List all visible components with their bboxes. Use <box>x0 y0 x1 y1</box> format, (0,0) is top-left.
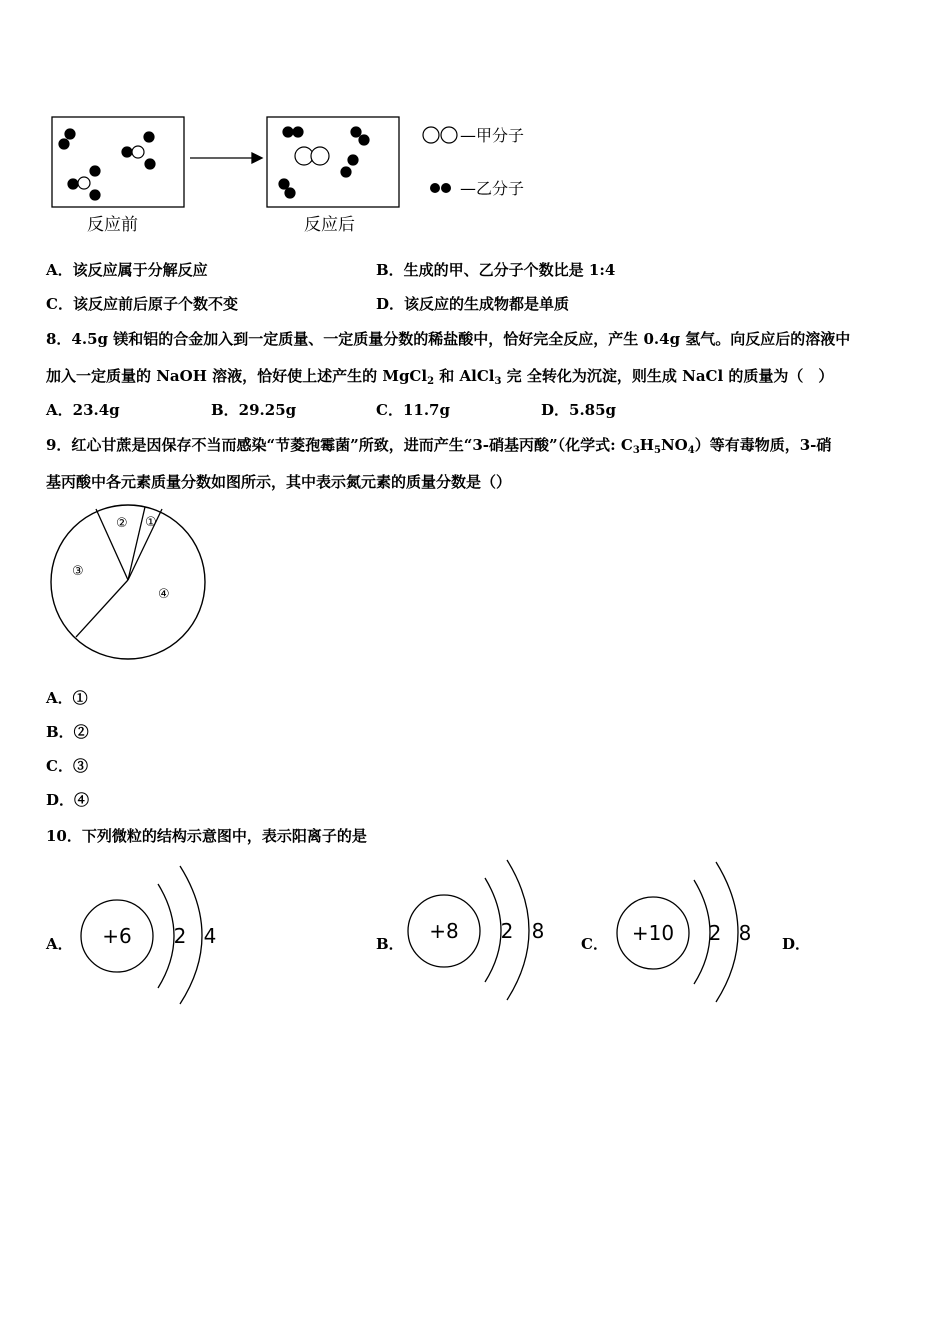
q7-option-d: D．该反应的生成物都是单质 <box>376 295 570 313</box>
q10-option-c-letter: C． <box>581 935 608 953</box>
before-label: 反应前 <box>87 215 138 235</box>
legend-jia-label: —甲分子 <box>460 126 525 145</box>
atom-b-shell2: 8 <box>531 919 545 943</box>
pie-label-1: ① <box>145 515 157 530</box>
q8-option-b: B．29.25g <box>211 401 297 419</box>
q9-option-b: B．② <box>46 723 89 741</box>
atom-diagram-c <box>612 860 762 1005</box>
q9-stem-line2: 基丙酸中各元素质量分数如图所示，其中表示氮元素的质量分数是（） <box>46 473 512 491</box>
q10-stem: 10．下列微粒的结构示意图中，表示阳离子的是 <box>46 827 367 845</box>
atom-b-shell1: 2 <box>500 919 514 943</box>
legend-yi-label: —乙分子 <box>460 179 525 198</box>
q8-stem-line1: 8．4.5g 镁和铝的合金加入到一定质量、一定质量分数的稀盐酸中，恰好完全反应，产生 0.4g 氢气。向反应后的溶液中 <box>46 330 851 348</box>
atom-a-shell1: 2 <box>173 924 187 948</box>
atom-c-shell1: 2 <box>708 921 722 945</box>
q9-option-d: D．④ <box>46 791 90 809</box>
atom-a-nucleus: +6 <box>102 924 132 948</box>
atom-c-shell2: 8 <box>738 921 752 945</box>
q8-option-c: C．11.7g <box>376 401 450 419</box>
q10-option-a-letter: A． <box>46 935 73 953</box>
q8-option-a: A．23.4g <box>46 401 120 419</box>
pie-label-3: ③ <box>72 564 84 579</box>
atom-a-shell2: 4 <box>203 924 217 948</box>
legend-jia-icon <box>423 127 457 143</box>
q9-option-a: A．① <box>46 689 88 707</box>
atom-diagram-a <box>78 862 228 1007</box>
pie-divider-4 <box>76 580 128 637</box>
q8-option-d: D．5.85g <box>541 401 617 419</box>
mass-fraction-pie <box>48 502 208 662</box>
pie-divider-2 <box>128 507 145 580</box>
q7-option-b: B．生成的甲、乙分子个数比是 1:4 <box>376 261 616 279</box>
q10-option-d-letter: D． <box>782 935 811 953</box>
atom-c-nucleus: +10 <box>631 921 675 945</box>
q9-option-c: C．③ <box>46 757 88 775</box>
after-label: 反应后 <box>304 215 355 235</box>
pie-label-2: ② <box>116 516 128 531</box>
q7-option-a: A．该反应属于分解反应 <box>46 261 208 279</box>
q9-stem-line1: 9．红心甘蔗是因保存不当而感染“节菱孢霉菌”所致，进而产生“3-硝基丙酸”（化学式: $C_3H_5NO_4$）等有毒物质，3-硝 <box>46 436 832 456</box>
before-molecules <box>59 129 155 200</box>
atom-diagram-b <box>404 858 554 1003</box>
q7-option-c: C．该反应前后原子个数不变 <box>46 295 238 313</box>
pie-label-4: ④ <box>158 587 170 602</box>
reaction-arrow <box>190 153 262 163</box>
atom-b-nucleus: +8 <box>429 919 459 943</box>
after-molecules <box>279 127 369 198</box>
q8-stem-line2: 加入一定质量的 NaOH 溶液，恰好使上述产生的 MgCl$_2$ 和 AlCl$_3$ 完 全转化为沉淀，则生成 NaCl 的质量为（ ） <box>46 367 834 387</box>
q10-option-b-letter: B． <box>376 935 404 953</box>
legend-yi-icon <box>430 183 451 193</box>
reaction-diagram <box>40 108 560 240</box>
